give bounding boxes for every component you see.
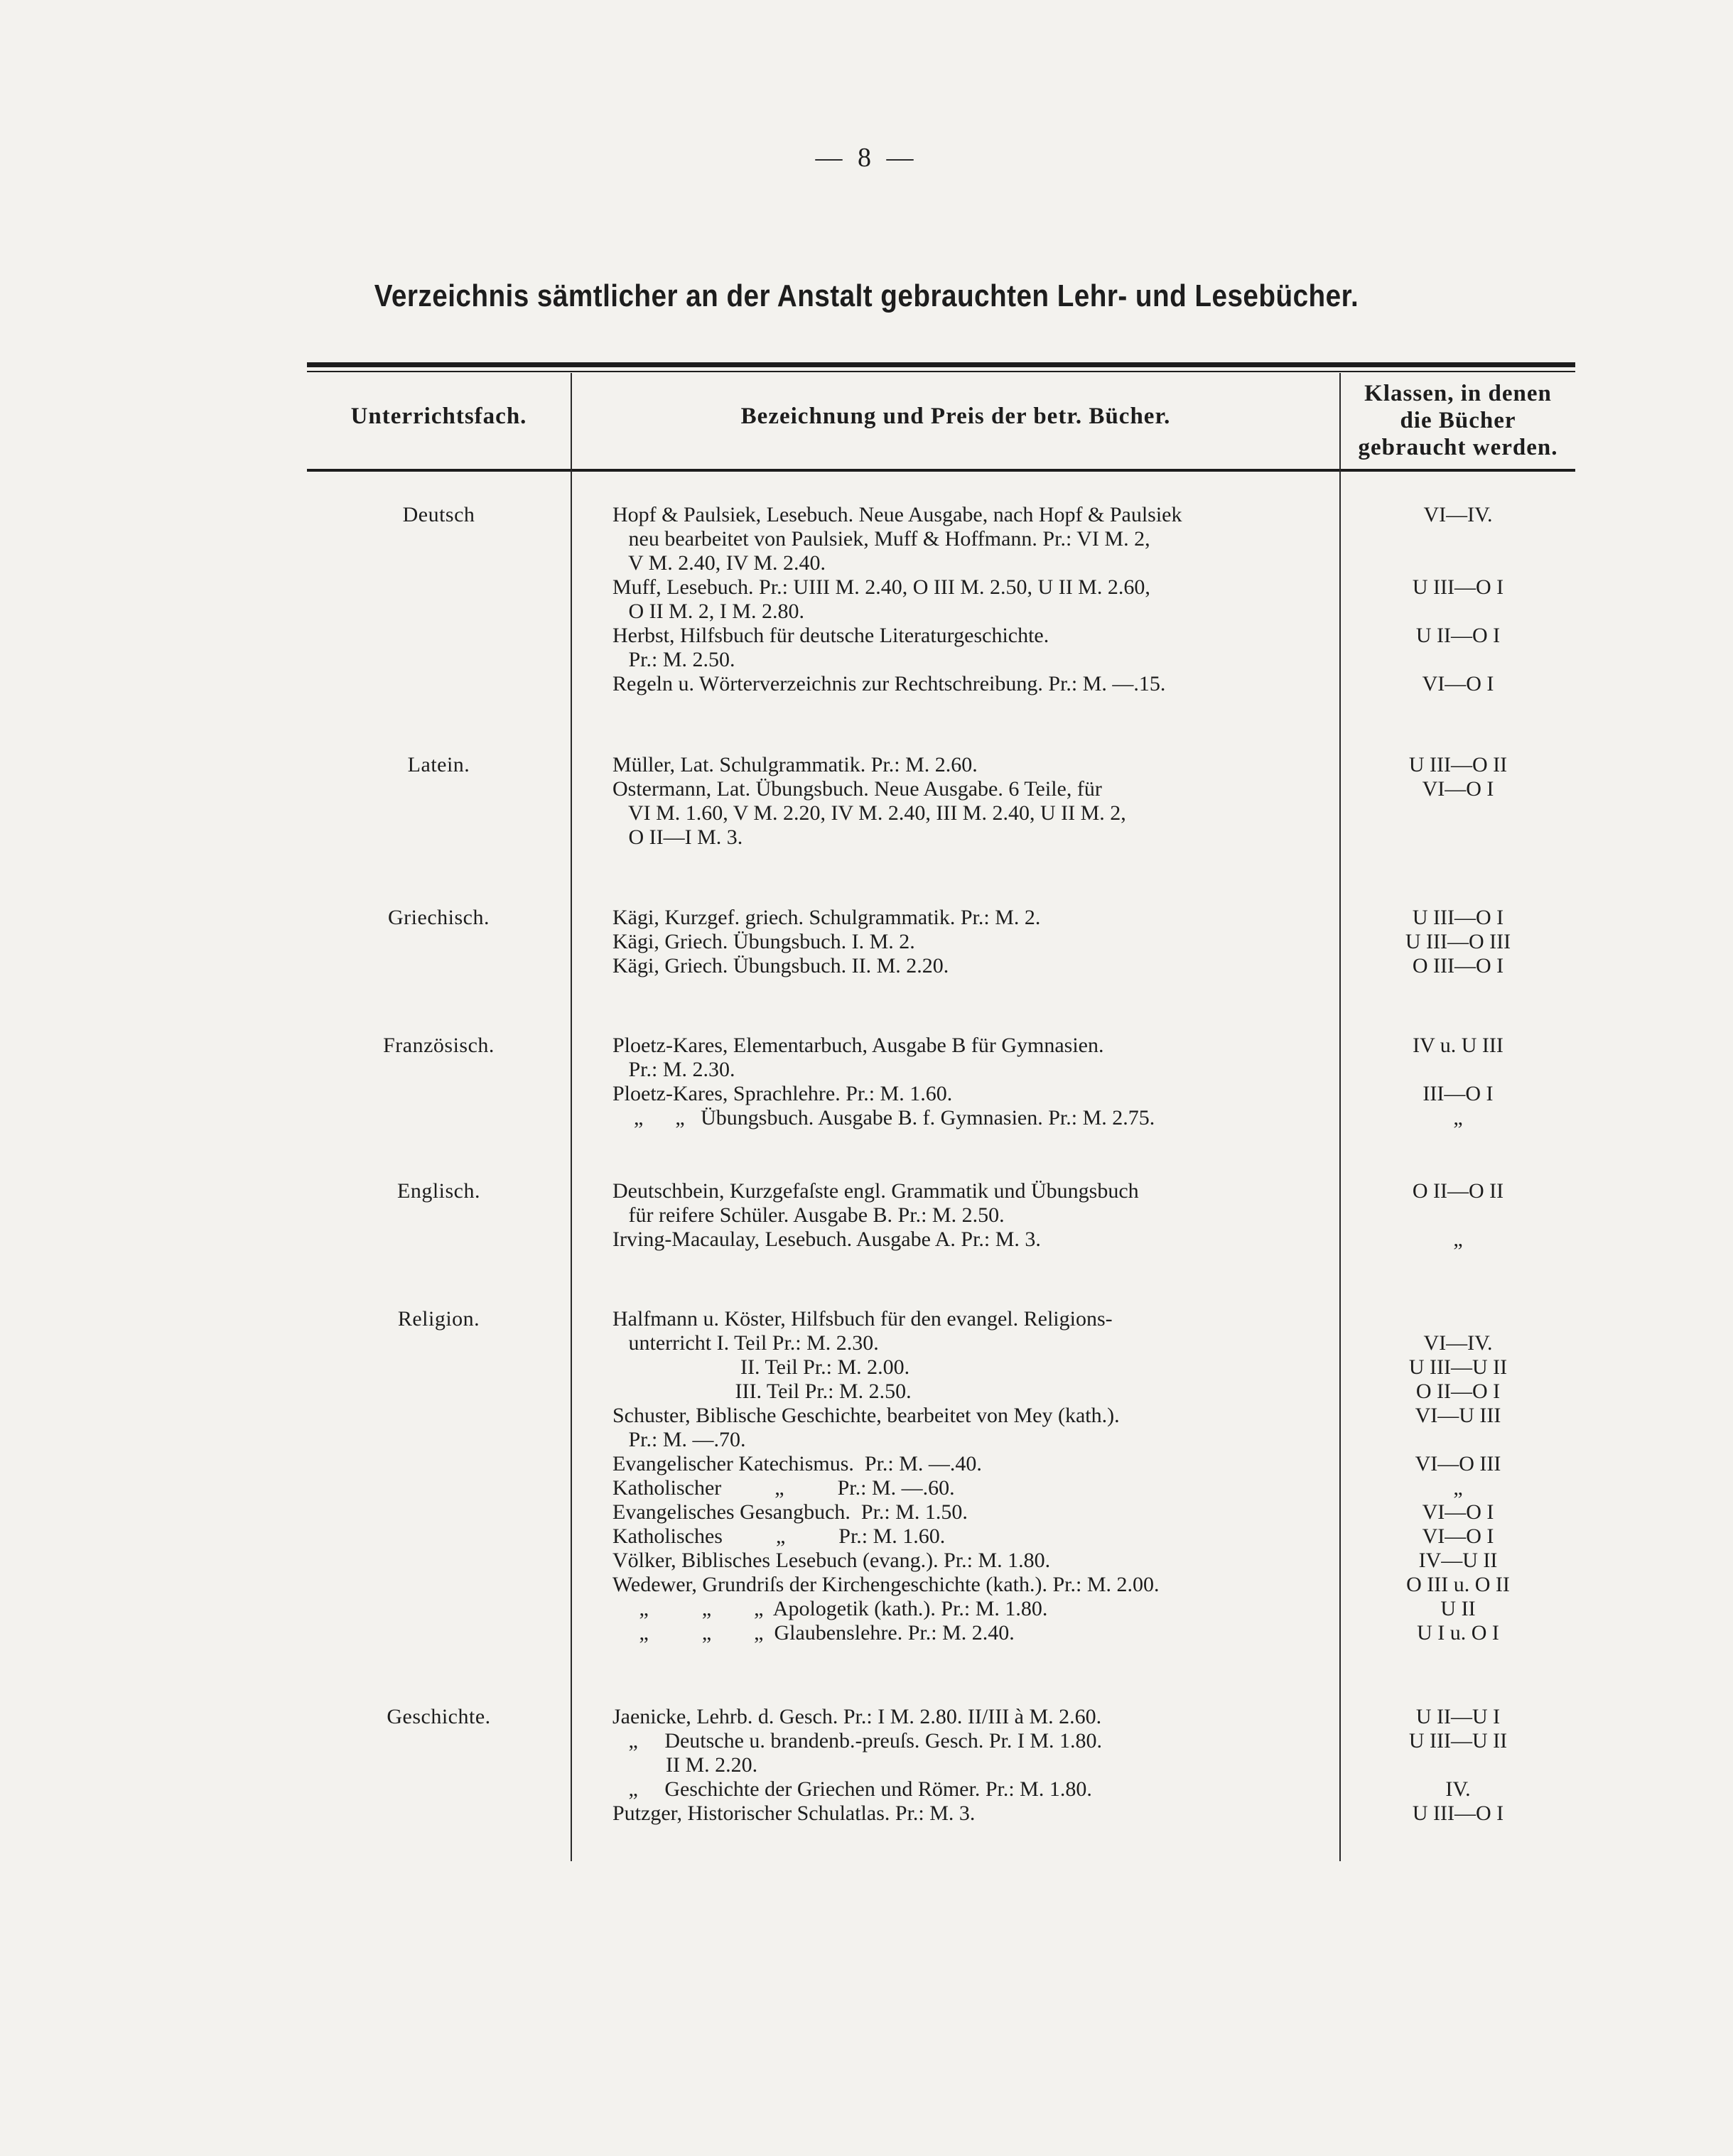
book-line: Ploetz-Kares, Elementarbuch, Ausgabe B für Gymnasien. (612, 1034, 1104, 1057)
book-line: Evangelischer Katechismus. Pr.: M. —.40. (612, 1452, 982, 1475)
book-line: Deutschbein, Kurzgefaſste engl. Grammatik und Übungsbuch (612, 1179, 1139, 1203)
class-range: IV. (1445, 1777, 1471, 1801)
book-line: Katholischer „ Pr.: M. —.60. (612, 1476, 955, 1500)
subject-label: Geschichte. (387, 1705, 491, 1728)
book-line: Katholisches „ Pr.: M. 1.60. (612, 1524, 946, 1548)
book-line: Evangelisches Gesangbuch. Pr.: M. 1.50. (612, 1500, 968, 1524)
class-range: „ (1453, 1476, 1463, 1500)
book-line: Muff, Lesebuch. Pr.: UIII M. 2.40, O III M. 2.50, U II M. 2.60, (612, 575, 1150, 599)
book-line: Kägi, Kurzgef. griech. Schulgrammatik. Pr.: M. 2. (612, 906, 1041, 929)
class-range: VI—O I (1422, 672, 1494, 695)
book-line: II M. 2.20. (612, 1753, 758, 1777)
book-line: VI M. 1.60, V M. 2.20, IV M. 2.40, III M. 2.40, U II M. 2, (612, 801, 1126, 825)
class-range: IV—U II (1418, 1549, 1498, 1572)
book-line: III. Teil Pr.: M. 2.50. (612, 1380, 912, 1403)
book-entries (612, 503, 1621, 696)
class-range: O III u. O II (1406, 1573, 1510, 1596)
book-line: Pr.: M. 2.30. (612, 1058, 735, 1081)
book-line: „ „ „ Glaubenslehre. Pr.: M. 2.40. (612, 1621, 1015, 1645)
book-line: Irving-Macaulay, Lesebuch. Ausgabe A. Pr.: M. 3. (612, 1228, 1041, 1251)
class-range: O II—O I (1415, 1380, 1501, 1403)
class-range: O III—O I (1412, 954, 1504, 977)
header-rule (307, 469, 1575, 472)
book-line: Müller, Lat. Schulgrammatik. Pr.: M. 2.60. (612, 753, 978, 776)
subject-label: Latein. (407, 753, 470, 776)
class-range: U III—O I (1412, 1802, 1504, 1825)
book-line: Pr.: M. 2.50. (612, 648, 735, 671)
class-range: IV u. U III (1413, 1034, 1503, 1057)
class-range: U II—U I (1415, 1705, 1501, 1728)
class-range: U III—U II (1408, 1355, 1508, 1379)
class-range: U III—O I (1412, 575, 1504, 599)
book-line: „ „ „ Apologetik (kath.). Pr.: M. 1.80. (612, 1597, 1048, 1620)
subject-label: Griechisch. (388, 906, 490, 929)
page-title: Verzeichnis sämtlicher an der Anstalt gebrauchten Lehr- und Lesebücher. (374, 278, 1359, 313)
class-range: „ (1453, 1106, 1463, 1130)
class-range: U III—O II (1408, 753, 1508, 776)
book-line: für reifere Schüler. Ausgabe B. Pr.: M. 2.50. (612, 1203, 1005, 1227)
book-line: Wedewer, Grundriſs der Kirchengeschichte (kath.). Pr.: M. 2.00. (612, 1573, 1160, 1596)
book-line: „ Deutsche u. brandenb.-preuſs. Gesch. Pr. I M. 1.80. (612, 1729, 1103, 1753)
book-line: Kägi, Griech. Übungsbuch. II. M. 2.20. (612, 954, 949, 977)
book-line: II. Teil Pr.: M. 2.00. (612, 1355, 910, 1379)
book-line: Pr.: M. —.70. (612, 1428, 746, 1451)
book-line: „ Geschichte der Griechen und Römer. Pr.: M. 1.80. (612, 1777, 1092, 1801)
class-range: U I u. O I (1417, 1621, 1499, 1645)
book-line: O II—I M. 3. (612, 825, 743, 849)
class-range: „ (1453, 1228, 1463, 1251)
class-range: U III—O III (1405, 930, 1511, 953)
book-line: V M. 2.40, IV M. 2.40. (612, 551, 826, 575)
book-line: Halfmann u. Köster, Hilfsbuch für den evangel. Religions- (612, 1307, 1113, 1331)
book-line: Regeln u. Wörterverzeichnis zur Rechtschreibung. Pr.: M. —.15. (612, 672, 1166, 695)
book-line: Ploetz-Kares, Sprachlehre. Pr.: M. 1.60. (612, 1082, 953, 1105)
header-subject: Unterrichtsfach. (350, 403, 527, 429)
class-range: VI—U III (1415, 1404, 1501, 1427)
book-line: Kägi, Griech. Übungsbuch. I. M. 2. (612, 930, 915, 953)
class-range: U II (1440, 1597, 1476, 1620)
class-range: U II—O I (1415, 624, 1501, 647)
book-line: Putzger, Historischer Schulatlas. Pr.: M. 3. (612, 1802, 976, 1825)
class-range: U III—O I (1412, 906, 1504, 929)
book-line: Völker, Biblisches Lesebuch (evang.). Pr.: M. 1.80. (612, 1549, 1051, 1572)
class-range: VI—O I (1422, 777, 1494, 801)
subject-label: Deutsch (402, 503, 475, 526)
book-line: Herbst, Hilfsbuch für deutsche Literaturgeschichte. (612, 624, 1049, 647)
header-classes-line-3: gebraucht werden. (1358, 435, 1558, 460)
header-classes (1341, 380, 1575, 461)
book-line: neu bearbeitet von Paulsiek, Muff & Hoffmann. Pr.: VI M. 2, (612, 527, 1150, 551)
book-line: Jaenicke, Lehrb. d. Gesch. Pr.: I M. 2.80. II/III à M. 2.60. (612, 1705, 1102, 1728)
header-classes-line-2: die Bücher (1400, 408, 1516, 433)
page-number: — 8 — (815, 143, 918, 173)
book-line: „ „ Übungsbuch. Ausgabe B. f. Gymnasien. Pr.: M. 2.75. (612, 1106, 1155, 1130)
class-range: VI—O I (1422, 1500, 1494, 1524)
book-line: Ostermann, Lat. Übungsbuch. Neue Ausgabe. 6 Teile, für (612, 777, 1102, 801)
class-range: O II—O II (1412, 1179, 1504, 1203)
header-classes-line-1: Klassen, in denen (1364, 381, 1552, 406)
top-rule (307, 362, 1575, 367)
class-range: U III—U II (1408, 1729, 1508, 1753)
top-rule-thin (307, 371, 1575, 372)
class-range: III—O I (1422, 1082, 1494, 1105)
class-range: VI—O I (1422, 1524, 1494, 1548)
book-line: O II M. 2, I M. 2.80. (612, 600, 804, 623)
class-range: VI—O III (1415, 1452, 1501, 1475)
subject-label: Französisch. (383, 1034, 495, 1057)
column-divider-1 (571, 373, 572, 1861)
book-line: Schuster, Biblische Geschichte, bearbeitet von Mey (kath.). (612, 1404, 1120, 1427)
class-range: VI—IV. (1423, 1331, 1493, 1355)
book-line: Hopf & Paulsiek, Lesebuch. Neue Ausgabe, nach Hopf & Paulsiek (612, 503, 1182, 526)
subject-label: Englisch. (397, 1179, 480, 1203)
header-books: Bezeichnung und Preis der betr. Bücher. (740, 403, 1171, 429)
book-line: unterricht I. Teil Pr.: M. 2.30. (612, 1331, 879, 1355)
subject-label: Religion. (397, 1307, 480, 1331)
class-range: VI—IV. (1423, 503, 1493, 526)
